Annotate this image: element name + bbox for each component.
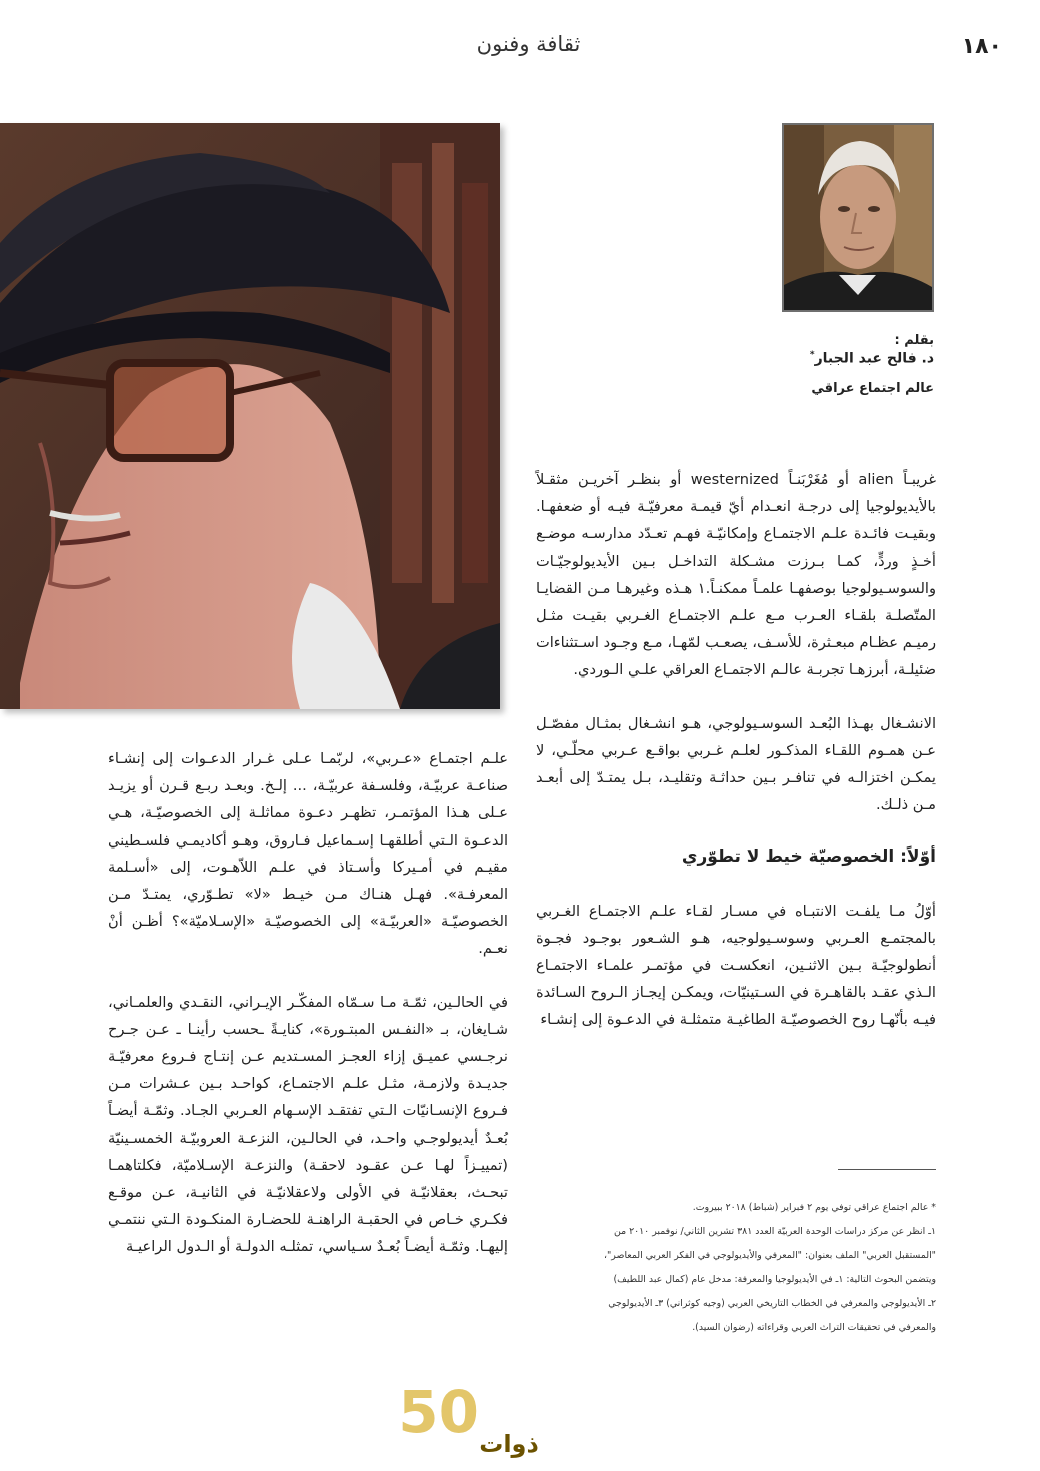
logo-numeral: 50 <box>398 1378 479 1446</box>
footnote-line: * عالم اجتماع عراقي توفي يوم ٢ فبراير (شباط) ٢٠١٨ ببيروت. <box>692 1202 936 1213</box>
footnotes <box>536 1196 936 1340</box>
right-paragraph-3: أوّلُ مـا يلفـت الانتبـاه في مسـار لقـاء علـم الاجتمـاع الغـربي بالمجتمـع العـربي وسوسـيولوجيه، هـو الشـعور بوجـود فجـوة أنطولوجيّـة بـين الاثنـين، انعكسـت في مؤتمـر علمـاء الاجتمـاع الـذي عقـد بالقاهـرة في السـتينيّات، ويمكـن إيجـاز الـروح السـائدة فيـه بأنّهـا روح الخصوصيّـة الطاغيـة متمثلـة في الدعـوة إلى إنشـاء <box>536 902 936 1029</box>
left-paragraph-1: علـم اجتمـاع «عـربي»، لربّمـا عـلى غـرار الدعـوات إلى إنشـاء صناعـة عربيّـة، وفلسـفة عربيّـة، ... إلـخ. وبعـد ربـع قـرن أو يزيـد عـلى هـذا المؤتمـر، تظهـر دعـوة مماثلـة إلى الخصوصيّـة، هـي الدعـوة الـتي أطلقهـا إسـماعيل فـاروق، وهـو أكاديمـي فلسـطيني مقيـم في أمـيركا وأسـتاذ في علـم اللاّهـوت، إلى «أسـلمة المعرفـة». فهـل هنـاك مـن خيـط «لا» تطـوّري، يمتـدّ مـن الخصوصيّـة «العربيّـة» إلى الخصوصيّـة «الإسـلاميّة»؟ أظـن أنْ نعـم. <box>108 750 508 958</box>
footnote-line: "المستقبل العربي" الملف بعنوان: "المعرفي والأيديولوجي في الفكر العربي المعاصر"، <box>603 1250 936 1261</box>
dhawat-50-logo <box>398 1376 551 1458</box>
page-number: ١٨٠ <box>961 34 1002 59</box>
author-portrait-image <box>784 125 932 310</box>
section-title: ثقافة وفنون <box>476 32 581 56</box>
dhawat-logo-graphic <box>398 1376 551 1458</box>
left-paragraph-2: في الحالـين، ثمّـة مـا سـمّاه المفكّـر الإيـراني، النقـدي والعلمـاني، شـايغان، بـ «النفـس المبتـورة»، كنايـةً ـحسب رأينـا ـ عـن جـرح نرجـسي عميـق إزاء العجـز المسـتديم عـن إنتـاج فـروع معرفيّـة جديـدة ولازمـة، مثـل علـم الاجتمـاع، كواحـد بـين عـشرات مـن فـروع الإنسـانيّات الـتي تفتقـد الإسـهام العـربي الجـاد. وثمّـة أيضـاً بُعـدٌ أيديولوجـي واحـد، في الحالـين، النزعـة العروبيّـة الخمسـينيّة (تمييـزاً لهـا عـن عقـود لاحقـة) والنزعـة الإسـلاميّة، فكلتاهمـا تبحـث، بعقلانيّـة في الأولى ولاعقلانيّـة في الثانيـة، عـن موقـع فكـري خـاص في الحقبـة الراهنـة للحضـارة المنكـودة الـتي ننتمـي إليهـا. وثمّـة أيضـاً بُعـدٌ سـياسي، تمثلـه الدولـة أو الـدول الراعيـة <box>108 993 508 1256</box>
footnote-divider <box>838 1169 936 1170</box>
right-paragraph-1: غريبـاً alien أو مُغَرْبَنـاً westernized أو بنظـر آخريـن مثقـلاً بالأيديولوجيا إلى درجـة انعـدام أيّ قيمـة معرفيّـة فيـه أو ضعفهـا. وبقيـت فائـدة علـم الاجتمـاع وإمكانيّـة فهـم تعـدّد مدارسـه موضـع أخـذٍ وردٍّ، كمـا بـرزت مشـكلة التداخـل بـين الأيديولوجيّـات والسوسـيولوجيا بوصفهـا علمـاً ممكنـاً.١ هـذه وغيرهـا مـن القضايـا المتّصلـة بلقـاء العـرب مـع علـم الاجتمـاع الغـربي بقيـت مثـل رميـم عظـام مبعـثرة، للأسـف، يصعـب لمّهـا، مـع وجـود اسـتثناءات ضئيلـة، أبرزهـا تجربـة عالـم الاجتمـاع العراقي علـي الـوردي. <box>536 471 937 679</box>
right-column <box>536 466 936 1060</box>
left-column <box>108 745 508 1287</box>
footnote-line: ٢ـ الأيديولوجي والمعرفي في الخطاب التاريخي العربي (وجيه كوثراني) ٣ـ الأيديولوجي <box>608 1298 936 1309</box>
byline <box>734 333 934 396</box>
author-name-text: د. فالح عبد الجبار <box>814 350 934 367</box>
author-portrait <box>782 123 934 312</box>
footnote-line: ويتضمن البحوث التالية: ١ـ في الأيديولوجيا والمعرفة: مدخل عام (كمال عبد اللطيف) <box>613 1274 936 1285</box>
author-role: عالم اجتماع عراقي <box>811 380 934 396</box>
author-footnote-mark: * <box>809 350 815 360</box>
logo-text: ذوات <box>479 1430 539 1458</box>
right-paragraph-2: الانشـغال بهـذا البُعـد السوسـيولوجي، هـو انشـغال بمثـال مفصّـل عـن همـوم اللقـاء المذكـور لعلـم غـربي بواقـع عـربي محلّـي، لا يمكـن اختزالـه في تنافـر بـين حداثـة وتقليـد، بـل يمتـدّ إلى أبعـد مـن ذلـك. <box>536 714 936 814</box>
section-heading: أوّلاً: الخصوصيّة خيط لا تطوّري <box>681 847 936 868</box>
footnote-line: ١ـ انظر عن مركز دراسات الوحدة العربيّة العدد ٣٨١ تشرين الثاني/ نوفمبر ٢٠١٠ من <box>613 1226 936 1237</box>
footnote-line: والمعرفي في تحقيقات التراث العربي وقراءاته (رضوان السيد). <box>692 1322 936 1333</box>
author-name <box>734 350 934 367</box>
byline-label: بقلم : <box>894 333 934 348</box>
main-photo-image <box>0 123 500 709</box>
main-photo <box>0 123 500 709</box>
